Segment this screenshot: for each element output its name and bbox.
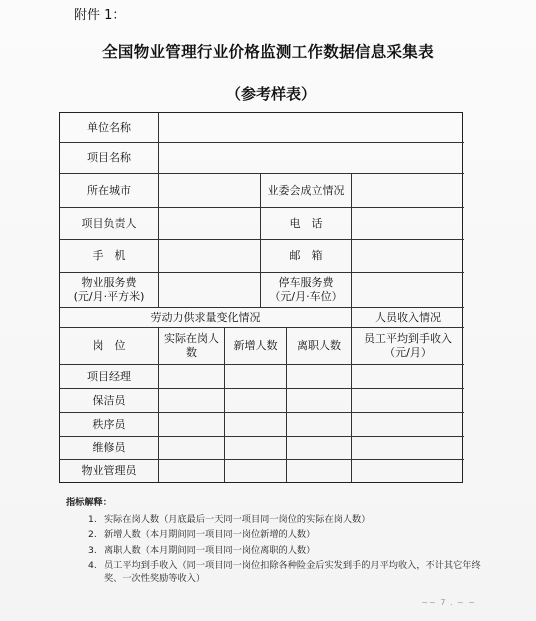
table-cell[interactable] [352, 460, 464, 482]
table-cell[interactable] [159, 437, 225, 460]
corner-watermark: ~~ 7 . ~ ~ [421, 598, 476, 607]
label-mobile: 手 机 [60, 240, 159, 273]
field-service-fee[interactable] [159, 273, 261, 308]
table-cell[interactable] [352, 437, 464, 460]
field-phone[interactable] [352, 208, 464, 240]
note-text: 实际在岗人数（月底最后一天同一项目同一岗位的实际在岗人数） [104, 514, 371, 525]
note-text: 员工平均到手收入（同一项目同一岗位扣除各种险金后实发到手的月平均收入，不计其它年终奖、一次性奖励等收入） [104, 560, 481, 585]
note-item [88, 513, 498, 526]
table-cell[interactable] [287, 413, 352, 437]
label-committee: 业委会成立情况 [261, 174, 352, 208]
label-city: 所在城市 [60, 174, 159, 208]
table-cell[interactable] [159, 460, 225, 482]
table-cell[interactable] [352, 413, 464, 437]
note-item [88, 544, 498, 557]
avg-income-unit: （元/月） [384, 346, 432, 359]
service-fee-title: 物业服务费 [81, 276, 137, 290]
parking-fee-unit: （元/月·车位） [269, 290, 343, 303]
page-subtitle: （参考样表） [225, 85, 316, 103]
table-cell[interactable] [287, 389, 352, 413]
table-cell[interactable] [225, 460, 287, 482]
table-cell[interactable] [159, 389, 225, 413]
field-email[interactable] [352, 240, 464, 273]
label-phone: 电 话 [261, 208, 352, 240]
note-text: 离职人数（本月期间同一项目同一岗位离职的人数） [104, 544, 316, 556]
field-city[interactable] [159, 174, 261, 208]
position-label: 物业管理员 [60, 460, 159, 482]
service-fee-unit: (元/月·平方米) [73, 290, 145, 303]
table-cell[interactable] [287, 460, 352, 482]
table-cell[interactable] [225, 437, 287, 460]
label-project-lead: 项目负责人 [60, 208, 159, 240]
parking-fee-title: 停车服务费 [278, 276, 334, 290]
note-number: 1. [88, 514, 97, 525]
table-cell[interactable] [225, 365, 287, 389]
note-number: 2. [88, 529, 97, 541]
table-cell[interactable] [287, 365, 352, 389]
field-parking-fee[interactable] [352, 273, 464, 308]
field-project-lead[interactable] [159, 208, 261, 240]
table-cell[interactable] [352, 365, 464, 389]
table-cell[interactable] [225, 389, 287, 413]
field-mobile[interactable] [159, 240, 261, 273]
label-email: 邮 箱 [261, 240, 352, 273]
note-item [88, 559, 498, 586]
note-number: 3. [88, 544, 97, 556]
col-position: 岗 位 [60, 328, 159, 365]
table-cell[interactable] [352, 389, 464, 413]
col-new-hires: 新增人数 [225, 328, 287, 365]
note-item [88, 528, 498, 541]
section-labor-header: 劳动力供求量变化情况 [60, 308, 352, 328]
data-collection-form [59, 112, 463, 483]
avg-income-title: 员工平均到手收入 [364, 332, 452, 346]
position-label: 保洁员 [60, 389, 159, 413]
label-parking-fee [261, 273, 352, 308]
col-employed: 实际在岗人数 [159, 328, 225, 365]
table-cell[interactable] [225, 413, 287, 437]
field-unit-name[interactable] [159, 113, 464, 143]
field-project-name[interactable] [159, 143, 464, 174]
note-text: 新增人数（本月期间同一项目同一岗位新增的人数） [104, 529, 316, 541]
position-label: 维修员 [60, 437, 159, 460]
col-avg-income [352, 328, 464, 365]
table-cell[interactable] [287, 437, 352, 460]
note-number: 4. [88, 560, 97, 572]
section-income-header: 人员收入情况 [352, 308, 464, 328]
col-departures: 离职人数 [287, 328, 352, 365]
position-label: 项目经理 [60, 365, 159, 389]
indicator-notes [66, 494, 498, 588]
field-committee[interactable] [352, 174, 464, 208]
page-title: 全国物业管理行业价格监测工作数据信息采集表 [102, 43, 434, 61]
table-cell[interactable] [159, 365, 225, 389]
notes-heading: 指标解释： [66, 497, 112, 508]
label-service-fee [60, 273, 159, 308]
attachment-label: 附件 1： [74, 8, 126, 23]
position-label: 秩序员 [60, 413, 159, 437]
label-unit-name: 单位名称 [60, 113, 159, 143]
table-cell[interactable] [159, 413, 225, 437]
label-project-name: 项目名称 [60, 143, 159, 174]
